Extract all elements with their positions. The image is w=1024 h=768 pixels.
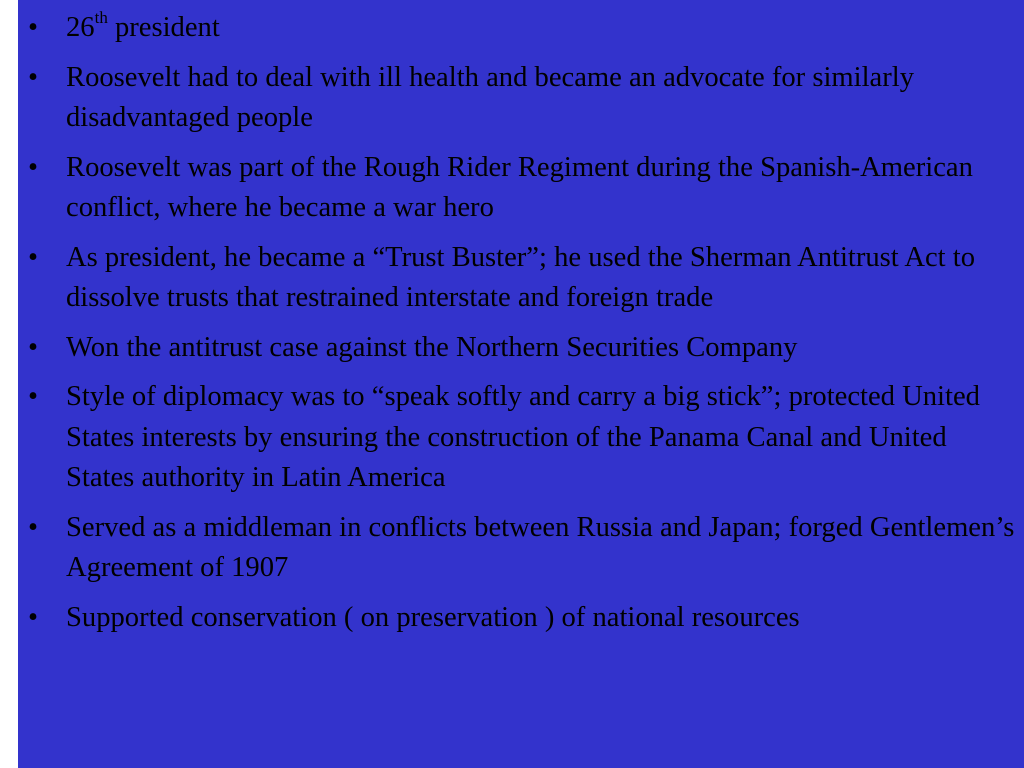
bullet-text: Style of diplomacy was to “speak softly and carry a big stick”; protected United States interests by ensuring the construction of the Panama Canal and United States authority in Latin America <box>66 381 980 493</box>
bullet-item-rough-riders <box>26 148 1016 229</box>
bullet-icon: • <box>28 12 39 43</box>
bullet-text-tail: president <box>107 12 220 43</box>
bullet-icon: • <box>28 511 39 543</box>
bullet-icon: • <box>28 381 39 412</box>
bullet-item-trust-buster <box>26 238 1016 319</box>
bullet-text: Roosevelt was part of the Rough Rider Regiment during the Spanish-American conflict, where he became a war hero <box>66 151 973 223</box>
bullet-text: Roosevelt had to deal with ill health and became an advocate for similarly disadvantaged people <box>66 61 914 133</box>
slide-background <box>18 0 1024 768</box>
bullet-text-number: 26 <box>66 12 95 43</box>
bullet-text: Served as a middleman in conflicts between Russia and Japan; forged Gentlemen’s Agreement of 1907 <box>66 511 1015 583</box>
bullet-text-ordinal: th <box>94 8 108 28</box>
bullet-icon: • <box>28 241 39 273</box>
bullet-item-russia-japan <box>26 508 1016 589</box>
bullet-icon: • <box>28 331 39 363</box>
bullet-text: Supported conservation ( on preservation ) of national resources <box>66 601 800 633</box>
bullet-item-ill-health <box>26 58 1016 139</box>
bullet-icon: • <box>28 601 39 633</box>
bullet-icon: • <box>28 151 39 183</box>
bullet-text: Won the antitrust case against the Northern Securities Company <box>66 331 798 363</box>
bullet-icon: • <box>28 61 39 93</box>
bullet-list <box>26 8 1016 647</box>
bullet-item-big-stick <box>26 377 1016 499</box>
bullet-item-northern-securities <box>26 328 1016 369</box>
bullet-text: As president, he became a “Trust Buster”; he used the Sherman Antitrust Act to dissolve trusts that restrained interstate and foreign trade <box>66 241 975 313</box>
bullet-item-conservation <box>26 598 1016 639</box>
bullet-item-presidency <box>26 8 1016 49</box>
